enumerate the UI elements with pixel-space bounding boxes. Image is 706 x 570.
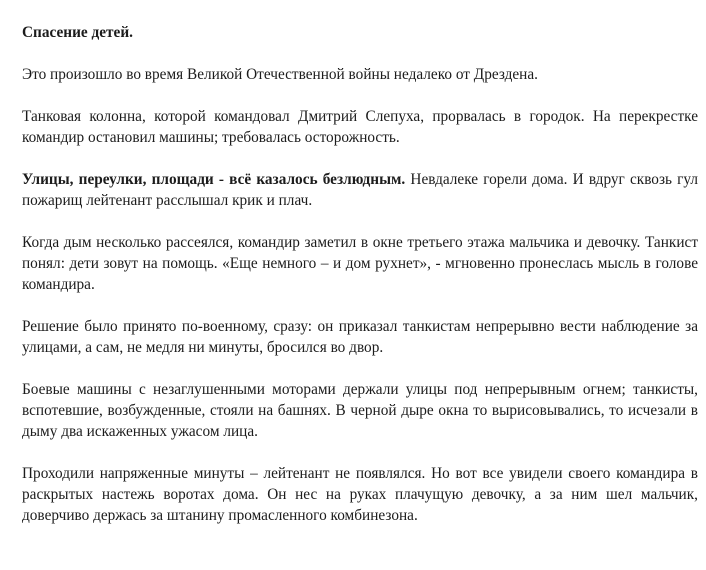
document-page [22, 22, 698, 547]
paragraph-3-lead: Улицы, переулки, площади - всё казалось безлюдным. [22, 171, 406, 188]
paragraph-7-text: Проходили напряженные минуты – лейтенант не появлялся. Но вот все увидели своего командира в раскрытых настежь воротах дома. Он нес на руках плачущую девочку, а за ним шел мальчик, доверчиво держась за штанину промасленного комбинезона. [22, 465, 698, 524]
paragraph-3-text: Невдалеке горели дома. И вдруг сквозь гул пожарищ лейтенант расслышал крик и плач. [22, 171, 699, 209]
paragraph-6 [22, 379, 698, 442]
paragraph-2-text: Танковая колонна, которой командовал Дмитрий Слепуха, прорвалась в городок. На перекрестке командир остановил машины; требовалась осторожность. [22, 108, 698, 146]
paragraph-4-text: Когда дым несколько рассеялся, командир заметил в окне третьего этажа мальчика и девочку. Танкист понял: дети зовут на помощь. «Еще немного – и дом рухнет», - мгновенно пронеслась мысль в голове командира. [22, 234, 698, 293]
paragraph-5-text: Решение было принято по-военному, сразу: он приказал танкистам непрерывно вести наблюдение за улицами, а сам, не медля ни минуты, бросился во двор. [22, 318, 698, 356]
paragraph-7 [22, 463, 698, 526]
paragraph-1-text: Это произошло во время Великой Отечественной войны недалеко от Дрездена. [22, 66, 538, 83]
paragraph-4 [22, 232, 698, 295]
paragraph-1 [22, 64, 698, 85]
paragraph-2 [22, 106, 698, 148]
paragraph-3 [22, 169, 698, 211]
document-title: Спасение детей. [22, 24, 133, 41]
paragraph-6-text: Боевые машины с незаглушенными моторами держали улицы под непрерывным огнем; танкисты, вспотевшие, возбужденные, стояли на башнях. В черной дыре окна то вырисовывались, то исчезали в дыму два искаженных ужасом лица. [22, 381, 698, 440]
paragraph-5 [22, 316, 698, 358]
